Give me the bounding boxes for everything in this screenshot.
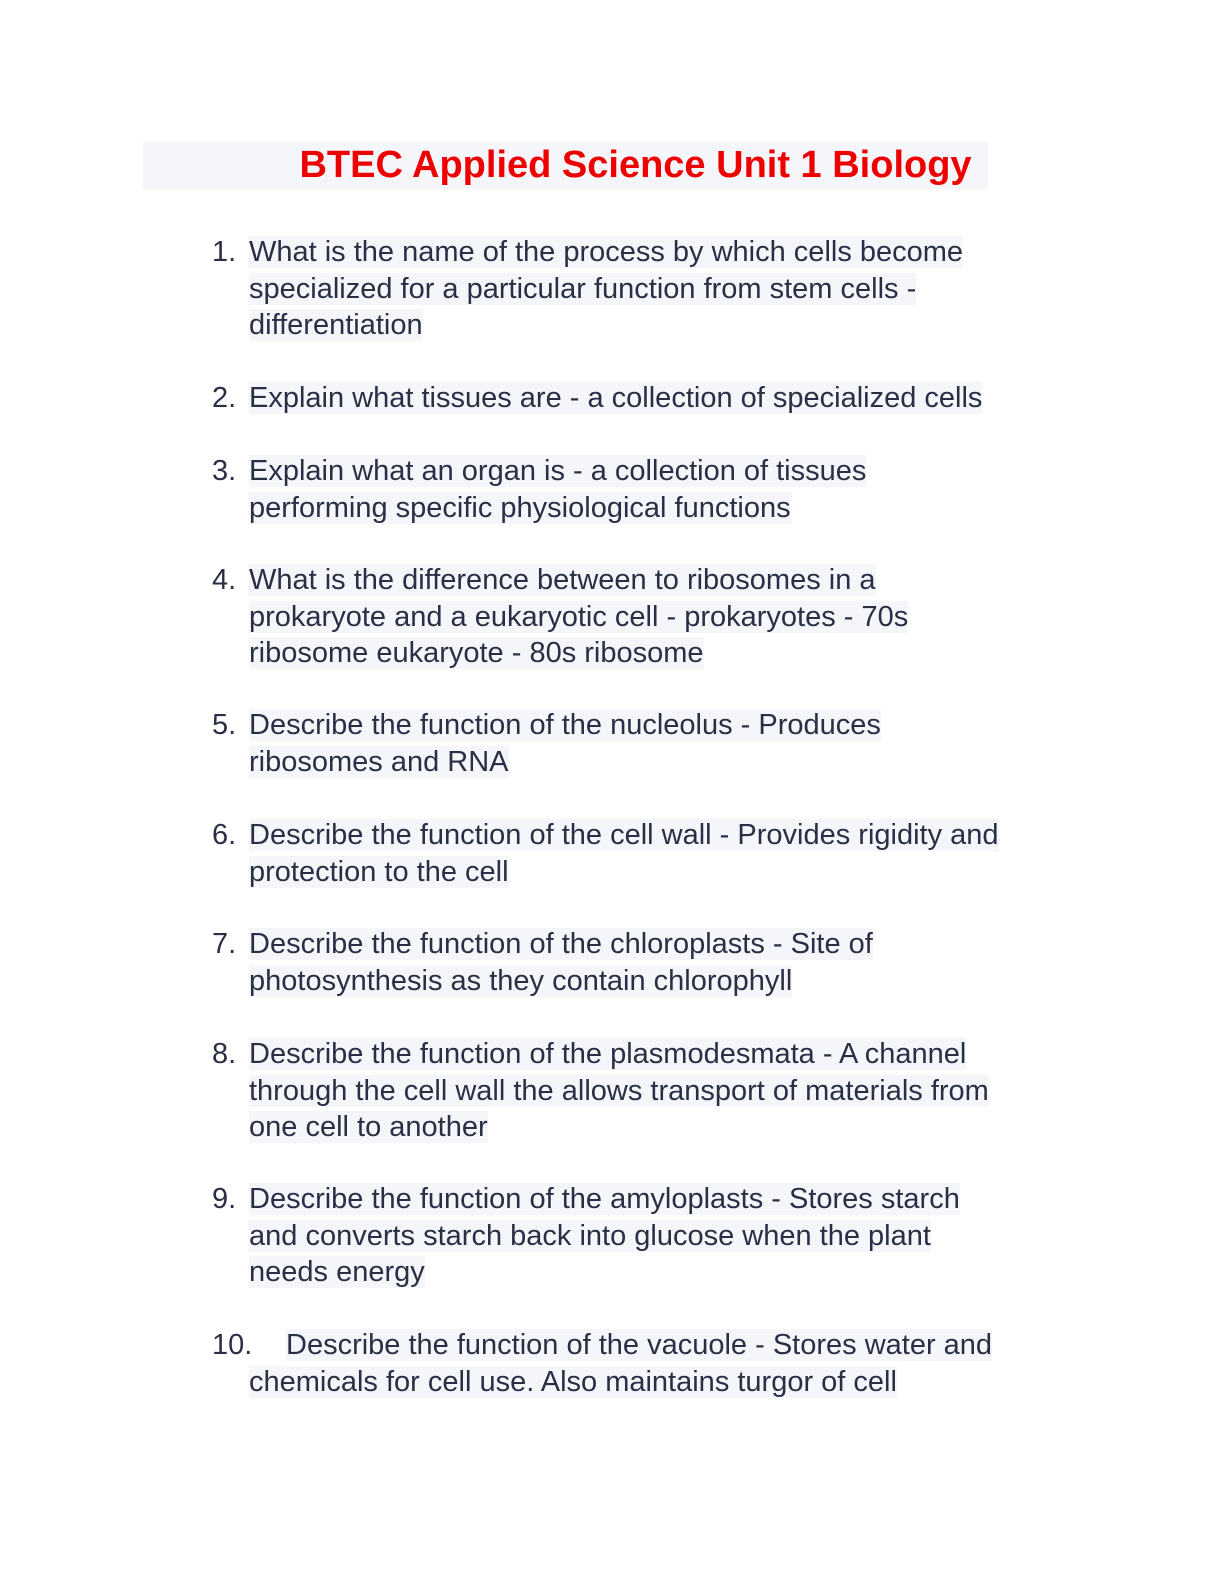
text-line: prokaryote and a eukaryotic cell - prokaryotes - 70s bbox=[249, 600, 909, 633]
text-line: photosynthesis as they contain chlorophyll bbox=[249, 964, 793, 997]
text-line: performing specific physiological functions bbox=[249, 491, 791, 524]
item-number: 5. bbox=[212, 709, 237, 741]
text-line: Describe the function of the nucleolus - Produces bbox=[249, 709, 881, 741]
item-text bbox=[249, 926, 1079, 999]
text-line: Describe the function of the chloroplasts - Site of bbox=[249, 928, 873, 960]
item-number: 8. bbox=[212, 1038, 237, 1070]
text-line: Describe the function of the amyloplasts - Stores starch bbox=[249, 1183, 960, 1215]
text-line: through the cell wall the allows transport of materials from bbox=[249, 1074, 989, 1107]
text-line: ribosomes and RNA bbox=[249, 745, 509, 778]
text-line: ribosome eukaryote - 80s ribosome bbox=[249, 637, 704, 669]
item-number: 1. bbox=[212, 236, 237, 268]
text-line: Explain what an organ is - a collection of tissues bbox=[249, 455, 867, 487]
item-number: 2. bbox=[212, 382, 237, 414]
text-line: differentiation bbox=[249, 309, 423, 341]
text-line: chemicals for cell use. Also maintains turgor of cell bbox=[249, 1365, 897, 1398]
item-number: 9. bbox=[212, 1183, 237, 1215]
item-text bbox=[249, 817, 1079, 890]
text-line: and converts starch back into glucose when the plant bbox=[249, 1219, 931, 1252]
text-line: What is the difference between to ribosomes in a bbox=[249, 564, 876, 596]
text-line: Describe the function of the vacuole - Stores water and bbox=[286, 1329, 993, 1361]
item-text bbox=[249, 380, 1079, 417]
item-number: 10. bbox=[212, 1329, 253, 1361]
item-text bbox=[249, 1327, 1079, 1400]
item-number: 7. bbox=[212, 928, 237, 960]
text-line: What is the name of the process by which cells become bbox=[249, 236, 964, 268]
text-line: Describe the function of the plasmodesmata - A channel bbox=[249, 1038, 967, 1070]
item-text bbox=[249, 1036, 1079, 1146]
item-text bbox=[249, 562, 1079, 672]
item-text bbox=[249, 453, 1079, 526]
text-line: Explain what tissues are - a collection of specialized cells bbox=[249, 382, 983, 414]
item-number: 3. bbox=[212, 455, 237, 487]
page-title: BTEC Applied Science Unit 1 Biology bbox=[299, 144, 972, 186]
item-text bbox=[249, 234, 1079, 344]
text-line: specialized for a particular function from stem cells - bbox=[249, 272, 917, 305]
item-text bbox=[249, 1181, 1079, 1291]
text-line: Describe the function of the cell wall - Provides rigidity and bbox=[249, 819, 999, 851]
text-line: needs energy bbox=[249, 1256, 425, 1288]
text-line: protection to the cell bbox=[249, 855, 509, 888]
item-number: 4. bbox=[212, 564, 237, 596]
text-line: one cell to another bbox=[249, 1111, 488, 1143]
item-number: 6. bbox=[212, 819, 237, 851]
item-text bbox=[249, 707, 1079, 780]
